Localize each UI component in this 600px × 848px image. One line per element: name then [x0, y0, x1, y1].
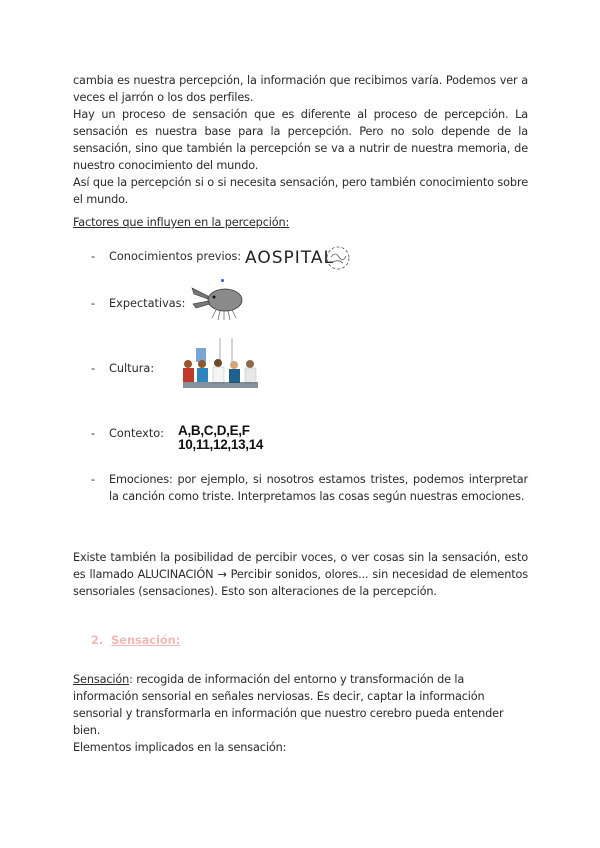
bullet-dash: -: [91, 250, 96, 263]
paragraph-sensation-vs-perception: Hay un proceso de sensación que es diferente al proceso de percepción. La sensación es nuestra base para la percepción. Pero no solo depende de la sensación, sino que también la percepción se va a nutrir de nuestra memoria, de nuestro conocimiento del mundo.: [73, 108, 528, 172]
paragraph-vase-profiles: cambia es nuestra percepción, la información que recibimos varía. Podemos ver a veces el jarrón o los dos perfiles.: [73, 74, 528, 104]
elements-heading: Elementos implicados en la sensación:: [73, 741, 287, 754]
duck-rabbit-illusion-image: [190, 282, 260, 322]
section-number: 2.: [91, 634, 104, 647]
factor-context: Contexto:: [109, 427, 164, 440]
factor-emotions: Emociones: por ejemplo, si nosotros estamos tristes, podemos interpretar la canción como triste. Interpretamos las cosas según nuestras emociones.: [109, 473, 528, 503]
people-group-image: [180, 336, 266, 394]
bullet-dash: -: [91, 427, 96, 440]
factor-culture: Cultura:: [109, 362, 155, 375]
factor-expectations: Expectativas:: [109, 297, 186, 310]
bullet-dash: -: [91, 362, 96, 375]
brain-doodle-image: [323, 243, 353, 273]
term-sensacion: Sensación: [73, 673, 130, 686]
hospital-text-image: AOSPITAL: [245, 248, 334, 268]
section-heading-sensacion: [91, 634, 180, 647]
section-title: Sensación:: [111, 634, 181, 647]
paragraph-knowledge: Así que la percepción si o si necesita sensación, pero también conocimiento sobre el mundo.: [73, 176, 528, 206]
definition-sensacion: : recogida de información del entorno y transformación de la información sensorial en señales nerviosas. Es decir, captar la información sensorial y transformarla en información que nuestro cerebro pueda entender bien.: [73, 673, 504, 737]
context-numbers-image: 10,11,12,13,14: [178, 437, 264, 452]
paragraph-sensacion-definition: [73, 671, 528, 739]
paragraph-hallucination: Existe también la posibilidad de percibir voces, o ver cosas sin la sensación, esto es llamado ALUCINACIÓN → Percibir sonidos, olores... sin necesidad de elementos sensoriales (sensaciones). Esto son alteraciones de la percepción.: [73, 551, 528, 598]
bullet-dash: -: [91, 297, 96, 310]
factor-previous-knowledge: Conocimientos previos:: [109, 250, 242, 263]
context-letters-image: A,B,C,D,E,F: [178, 423, 250, 438]
factors-heading: Factores que influyen en la percepción:: [73, 216, 290, 229]
bullet-dash: -: [91, 473, 96, 486]
